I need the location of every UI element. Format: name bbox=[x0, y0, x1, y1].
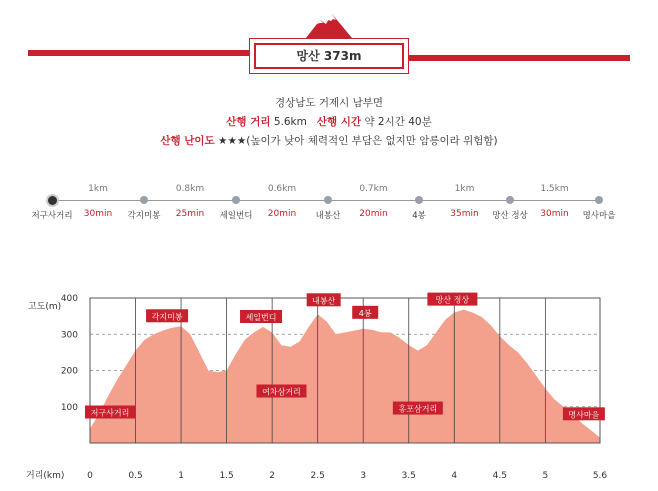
annotation-tag-label: 명사마을 bbox=[568, 410, 600, 420]
difficulty-line bbox=[0, 133, 658, 148]
x-tick-label: 0 bbox=[87, 471, 93, 481]
x-tick-label: 0.5 bbox=[128, 471, 143, 481]
route-stop-label: 저구사거리 bbox=[31, 211, 73, 221]
x-tick-label: 3 bbox=[360, 471, 367, 481]
route-segment-time: 30min bbox=[540, 209, 569, 219]
page-title: 망산 373m bbox=[254, 43, 404, 69]
route-stop-marker bbox=[232, 196, 240, 204]
y-tick-label: 100 bbox=[60, 402, 78, 413]
banner-stripe-left bbox=[28, 50, 250, 56]
y-axis-label: 고도(m) bbox=[28, 302, 62, 312]
x-tick-label: 2.5 bbox=[310, 471, 325, 481]
route-stop-marker bbox=[140, 196, 148, 204]
route-segment-distance: 0.8km bbox=[175, 184, 205, 194]
route-segment-distance: 0.6km bbox=[267, 184, 297, 194]
route-stop-marker bbox=[324, 196, 332, 204]
annotation-tag bbox=[240, 310, 282, 323]
x-tick-label: 4 bbox=[451, 471, 458, 481]
annotation-tag-label: 여차삼거리 bbox=[262, 387, 301, 397]
route-stop-label: 각지미봉 bbox=[127, 211, 161, 221]
annotation-tag bbox=[307, 293, 341, 306]
route-segment-distance: 0.7km bbox=[359, 184, 388, 194]
time-value: 약 2시간 40분 bbox=[364, 116, 432, 128]
route-stop-marker bbox=[46, 194, 59, 207]
annotation-tag-label: 홍포삼거리 bbox=[398, 404, 438, 414]
route-stop-marker bbox=[506, 196, 514, 204]
distance-label: 산행 거리 bbox=[226, 116, 271, 128]
x-tick-label: 2 bbox=[269, 471, 276, 481]
route-stop-label: 내봉산 bbox=[315, 211, 341, 221]
mountain-icon bbox=[306, 12, 352, 38]
distance-time-line bbox=[0, 114, 658, 129]
route-segment-distance: 1km bbox=[88, 184, 108, 194]
route-segment-distance: 1km bbox=[454, 184, 475, 194]
distance-value: 5.6km bbox=[273, 116, 307, 128]
annotation-tag bbox=[427, 293, 477, 306]
x-tick-label: 3.5 bbox=[401, 471, 416, 481]
annotation-tag bbox=[85, 406, 135, 419]
y-tick-label: 400 bbox=[60, 294, 78, 304]
difficulty-label: 산행 난이도 bbox=[160, 135, 215, 147]
x-tick-label: 5 bbox=[542, 471, 549, 481]
route-segment-time: 20min bbox=[267, 209, 297, 219]
annotation-tag-label: 내봉산 bbox=[312, 296, 336, 306]
x-tick-label: 1.5 bbox=[219, 471, 234, 481]
y-tick-label: 300 bbox=[60, 330, 78, 341]
time-label: 산행 시간 bbox=[316, 116, 362, 128]
route-segment-time: 20min bbox=[359, 209, 388, 219]
x-tick-label: 1 bbox=[178, 471, 184, 481]
x-tick-label: 5.6 bbox=[592, 471, 608, 481]
annotation-tag-label: 망산 정상 bbox=[435, 295, 470, 305]
annotation-tag bbox=[393, 402, 443, 415]
difficulty-value: ★★★(높이가 낮아 체력적인 부담은 없지만 암릉이라 위험함) bbox=[218, 135, 498, 147]
banner-stripe-right bbox=[408, 55, 630, 61]
route-stop-label: 망산 정상 bbox=[492, 211, 528, 221]
y-tick-label: 200 bbox=[60, 366, 78, 377]
location-text: 경상남도 거제시 남부면 bbox=[274, 97, 384, 109]
annotation-tag bbox=[352, 306, 378, 319]
route-stop-label: 4봉 bbox=[412, 211, 426, 221]
annotation-tag bbox=[146, 309, 188, 322]
route-segment-time: 25min bbox=[175, 209, 205, 219]
x-axis-label: 거리(km) bbox=[26, 471, 65, 481]
annotation-tag-label: 각지미봉 bbox=[151, 312, 183, 322]
route-segment-distance: 1.5km bbox=[540, 184, 569, 194]
route-stop-label: 세일번디 bbox=[219, 211, 253, 221]
elevation-chart bbox=[0, 280, 658, 491]
route-segment-time: 35min bbox=[450, 209, 479, 219]
annotation-tag-label: 세일번디 bbox=[245, 313, 277, 322]
route-stop-marker bbox=[415, 196, 423, 204]
route-stop-marker bbox=[595, 196, 603, 204]
annotation-tag bbox=[256, 385, 306, 398]
annotation-tag-label: 저구사거리 bbox=[90, 408, 130, 418]
annotation-tag bbox=[563, 407, 605, 420]
route-stop-label: 명사마을 bbox=[582, 211, 616, 221]
annotation-tag-label: 4봉 bbox=[358, 308, 372, 318]
route-segment-time: 30min bbox=[83, 209, 113, 219]
x-tick-label: 4.5 bbox=[492, 471, 507, 481]
